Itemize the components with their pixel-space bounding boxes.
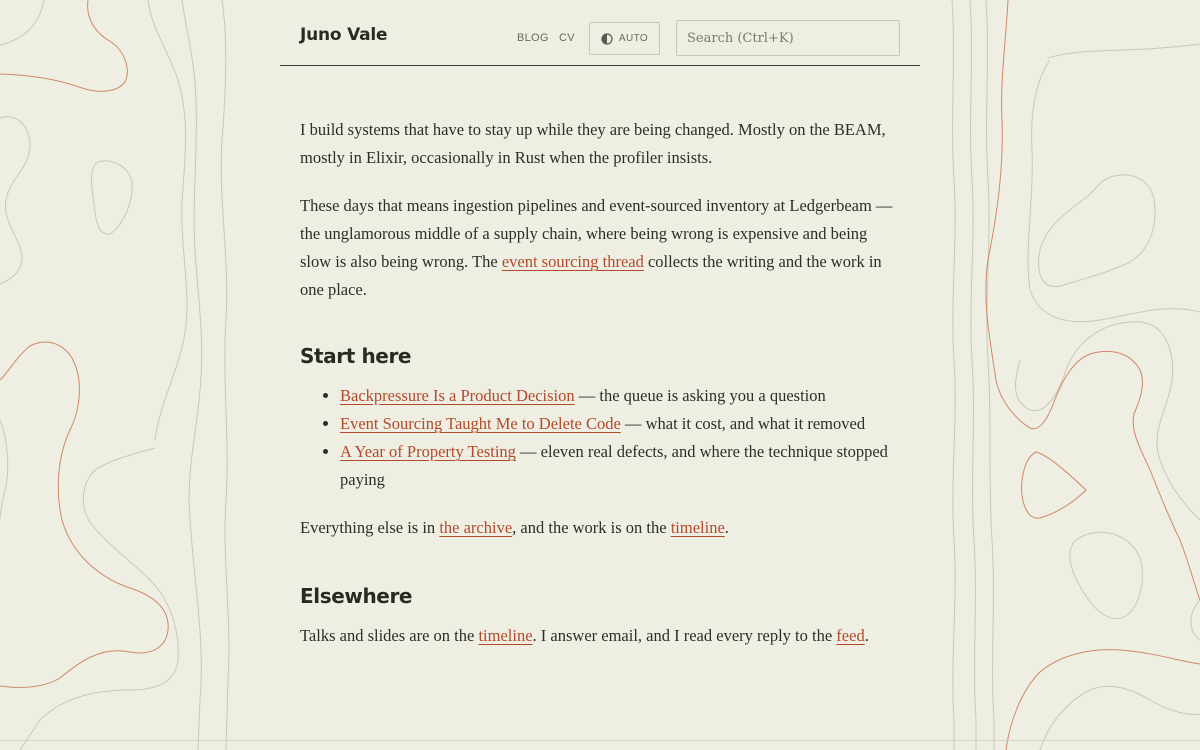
intro-paragraph-1: I build systems that have to stay up while they are being changed. Mostly on the BEAM, mostly in Elixir, occasionally in Rust when the profiler insists. — [300, 120, 886, 167]
theme-toggle-button[interactable] — [589, 22, 660, 55]
contour-line — [0, 342, 168, 688]
elsewhere-timeline-link[interactable]: timeline — [478, 626, 533, 645]
contour-line — [986, 0, 994, 750]
list-item — [340, 382, 900, 410]
contour-line — [0, 0, 127, 91]
post-description: — eleven real defects, and where the technique stopped paying — [340, 442, 888, 489]
contrast-icon — [601, 33, 613, 45]
elsewhere-heading: Elsewhere — [300, 584, 413, 608]
search-input[interactable] — [676, 20, 900, 56]
contour-line — [1048, 44, 1200, 58]
main-content — [280, 66, 920, 650]
contour-line — [1070, 532, 1142, 618]
contour-line — [952, 0, 955, 750]
elsewhere-paragraph — [300, 622, 900, 650]
contour-line — [0, 420, 8, 520]
start-here-heading: Start here — [300, 344, 412, 368]
theme-toggle-label: AUTO — [618, 33, 649, 44]
post-link-backpressure[interactable]: Backpressure Is a Product Decision — [340, 386, 575, 405]
archive-paragraph — [300, 514, 900, 542]
post-link-event-sourcing[interactable]: Event Sourcing Taught Me to Delete Code — [340, 414, 621, 433]
contour-line — [148, 0, 187, 440]
contour-line — [92, 161, 133, 234]
list-item — [340, 410, 900, 438]
site-header — [280, 0, 920, 66]
archive-text: , and the work is on the — [512, 518, 671, 537]
elsewhere-text: . I answer email, and I read every reply to the — [532, 626, 837, 645]
contour-line — [970, 0, 976, 750]
contour-line — [986, 0, 1200, 600]
post-description: — the queue is asking you a question — [574, 386, 826, 405]
contour-line — [0, 117, 30, 284]
contour-line — [1006, 650, 1200, 750]
contour-line — [1191, 600, 1200, 640]
nav-blog-link[interactable]: BLOG — [517, 32, 549, 44]
elsewhere-text: Talks and slides are on the — [300, 626, 479, 645]
timeline-link[interactable]: timeline — [670, 518, 725, 537]
contour-line — [1028, 60, 1200, 322]
contour-line — [1039, 175, 1155, 287]
site-title-link[interactable]: Juno Vale — [300, 25, 388, 45]
contour-line — [0, 0, 44, 45]
event-sourcing-thread-link[interactable]: event sourcing thread — [501, 252, 644, 271]
post-link-property-testing[interactable]: A Year of Property Testing — [340, 442, 516, 461]
contour-line — [221, 0, 229, 750]
contour-line — [1022, 452, 1086, 518]
contour-line — [20, 448, 178, 750]
page-column — [280, 0, 920, 750]
archive-text: Everything else is in — [300, 518, 440, 537]
feed-link[interactable]: feed — [836, 626, 865, 645]
list-item — [340, 438, 900, 494]
contour-line — [182, 0, 202, 750]
intro-text: These days that means ingestion pipelines and event-sourced inventory at Ledgerbeam — the unglamorous middle of a supply chain, where being wrong is expensive and being slow is also being wrong. The — [300, 196, 893, 271]
post-description: — what it cost, and what it removed — [620, 414, 866, 433]
start-here-list — [300, 382, 900, 494]
nav-cv-link[interactable]: CV — [559, 32, 575, 44]
elsewhere-text: . — [864, 626, 869, 645]
intro-paragraph-2 — [300, 192, 900, 304]
intro-text: collects the writing and the work in one place. — [300, 252, 882, 299]
archive-text: . — [724, 518, 729, 537]
archive-link[interactable]: the archive — [439, 518, 513, 537]
